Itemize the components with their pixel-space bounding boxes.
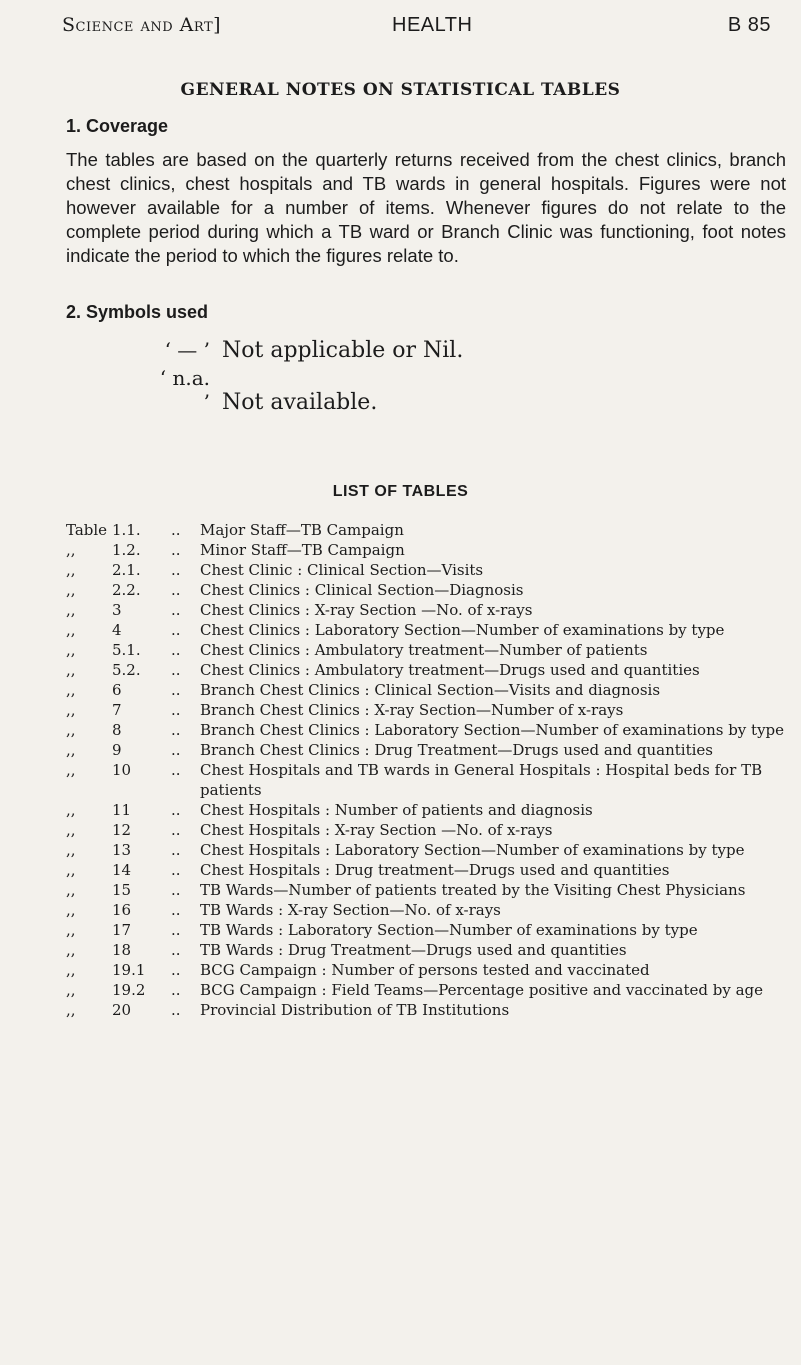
table-list-row (0, 740, 801, 760)
leader-dots: .. (171, 581, 181, 599)
leader-dots: .. (171, 881, 181, 899)
leader-dots: .. (171, 521, 181, 539)
table-ref: ,, (66, 681, 76, 699)
table-description: Chest Clinics : Ambulatory treatment—Number of patients (200, 641, 648, 659)
table-ref: ,, (66, 841, 76, 859)
table-number: 16 (112, 901, 132, 919)
table-list-row (0, 980, 801, 1000)
symbol-row (152, 338, 463, 363)
table-description: TB Wards : X-ray Section—No. of x-rays (200, 901, 501, 919)
table-number: 13 (112, 841, 132, 859)
table-list-row (0, 1000, 801, 1020)
table-ref: ,, (66, 881, 76, 899)
table-number: 17 (112, 921, 132, 939)
table-list-row (0, 960, 801, 980)
table-list-row (0, 820, 801, 840)
table-number: 14 (112, 861, 132, 879)
table-list-row (0, 860, 801, 880)
symbol-glyph: ‘ n.a. ’ (159, 366, 210, 414)
table-number: 1.1. (112, 521, 141, 539)
leader-dots: .. (171, 961, 181, 979)
table-ref: ,, (66, 621, 76, 639)
table-description: Chest Clinics : Ambulatory treatment—Drugs used and quantities (200, 661, 700, 679)
table-list-row (0, 540, 801, 560)
header-title: HEALTH (392, 14, 473, 36)
table-list-row (0, 920, 801, 940)
table-description: Chest Clinics : Clinical Section—Diagnosis (200, 581, 524, 599)
leader-dots: .. (171, 721, 181, 739)
leader-dots: .. (171, 941, 181, 959)
table-description: Minor Staff—TB Campaign (200, 541, 405, 559)
table-ref: ,, (66, 641, 76, 659)
table-ref: ,, (66, 661, 76, 679)
table-list-row (0, 680, 801, 700)
coverage-heading: 1. Coverage (66, 116, 169, 136)
table-list-row (0, 700, 801, 720)
table-list-row (0, 560, 801, 580)
leader-dots: .. (171, 901, 181, 919)
page-number: B 85 (727, 14, 771, 36)
table-list-row (0, 760, 801, 800)
table-ref: ,, (66, 541, 76, 559)
leader-dots: .. (171, 981, 181, 999)
table-list-row (0, 620, 801, 640)
table-number: 20 (112, 1001, 132, 1019)
table-number: 1.2. (112, 541, 141, 559)
table-description: Branch Chest Clinics : Drug Treatment—Drugs used and quantities (200, 741, 713, 759)
table-ref: ,, (66, 1001, 76, 1019)
symbols-heading: 2. Symbols used (66, 302, 209, 322)
table-list-row (0, 940, 801, 960)
table-number: 19.1 (112, 961, 146, 979)
table-number: 7 (112, 701, 122, 719)
table-description: Major Staff—TB Campaign (200, 521, 404, 539)
table-number: 5.2. (112, 661, 141, 679)
table-ref: ,, (66, 961, 76, 979)
table-ref: ,, (66, 721, 76, 739)
table-description: Chest Hospitals : Drug treatment—Drugs used and quantities (200, 861, 670, 879)
table-number: 19.2 (112, 981, 146, 999)
table-description: Chest Hospitals : Number of patients and diagnosis (200, 801, 593, 819)
header-section: Science and Art] (62, 14, 222, 36)
table-ref: ,, (66, 821, 76, 839)
table-number: 18 (112, 941, 132, 959)
table-description: Provincial Distribution of TB Institutions (200, 1001, 510, 1019)
symbol-row (152, 366, 377, 415)
table-ref: ,, (66, 981, 76, 999)
symbol-glyph: ‘ — ’ (164, 338, 210, 362)
table-list-row (0, 840, 801, 860)
page-title: GENERAL NOTES ON STATISTICAL TABLES (180, 80, 621, 100)
leader-dots: .. (171, 661, 181, 679)
table-ref: ,, (66, 561, 76, 579)
table-ref: ,, (66, 861, 76, 879)
table-number: 9 (112, 741, 122, 759)
leader-dots: .. (171, 1001, 181, 1019)
table-description: Branch Chest Clinics : X-ray Section—Number of x-rays (200, 701, 624, 719)
table-description: Chest Hospitals : X-ray Section —No. of x-rays (200, 821, 553, 839)
leader-dots: .. (171, 861, 181, 879)
table-description: Chest Clinic : Clinical Section—Visits (200, 561, 484, 579)
table-number: 11 (112, 801, 132, 819)
symbol-meaning: Not available. (222, 390, 378, 415)
table-list-row (0, 640, 801, 660)
table-description: BCG Campaign : Field Teams—Percentage positive and vaccinated by age (200, 981, 764, 999)
table-description: TB Wards—Number of patients treated by the Visiting Chest Physicians (200, 881, 746, 899)
leader-dots: .. (171, 681, 181, 699)
table-number: 3 (112, 601, 122, 619)
leader-dots: .. (171, 601, 181, 619)
table-list-row (0, 720, 801, 740)
leader-dots: .. (171, 821, 181, 839)
leader-dots: .. (171, 921, 181, 939)
list-of-tables-title: LIST OF TABLES (332, 483, 469, 500)
table-number: 12 (112, 821, 132, 839)
table-ref: ,, (66, 601, 76, 619)
table-ref: ,, (66, 741, 76, 759)
table-list-row (0, 520, 801, 540)
coverage-paragraph: The tables are based on the quarterly returns received from the chest clinics, branch chest clinics, chest hospitals and TB wards in general hospitals. Figures were not however available for a number of items. Whenever figures do not relate to the complete period during which a TB ward or Branch Clinic was functioning, foot notes indicate the period to which the figures relate to. (66, 149, 786, 266)
table-list-row (0, 660, 801, 680)
leader-dots: .. (171, 741, 181, 759)
table-ref: ,, (66, 941, 76, 959)
table-ref: ,, (66, 921, 76, 939)
table-description: TB Wards : Laboratory Section—Number of examinations by type (200, 921, 698, 939)
table-list-row (0, 880, 801, 900)
table-ref: Table (66, 521, 108, 539)
table-number: 4 (112, 621, 122, 639)
table-description: Chest Clinics : Laboratory Section—Number of examinations by type (200, 621, 725, 639)
table-list-row (0, 800, 801, 820)
table-ref: ,, (66, 701, 76, 719)
table-number: 10 (112, 761, 132, 779)
list-of-tables (0, 520, 801, 1020)
table-description: Branch Chest Clinics : Clinical Section—Visits and diagnosis (200, 681, 661, 699)
leader-dots: .. (171, 621, 181, 639)
leader-dots: .. (171, 841, 181, 859)
table-description: Chest Hospitals : Laboratory Section—Number of examinations by type (200, 841, 745, 859)
table-description: Branch Chest Clinics : Laboratory Section—Number of examinations by type (200, 721, 785, 739)
table-ref: ,, (66, 901, 76, 919)
leader-dots: .. (171, 641, 181, 659)
leader-dots: .. (171, 701, 181, 719)
table-list-row (0, 900, 801, 920)
table-list-row (0, 600, 801, 620)
table-description: TB Wards : Drug Treatment—Drugs used and quantities (200, 941, 627, 959)
table-ref: ,, (66, 801, 76, 819)
table-number: 2.2. (112, 581, 141, 599)
table-ref: ,, (66, 581, 76, 599)
table-number: 5.1. (112, 641, 141, 659)
table-number: 2.1. (112, 561, 141, 579)
leader-dots: .. (171, 541, 181, 559)
table-description: Chest Clinics : X-ray Section —No. of x-rays (200, 601, 533, 619)
table-number: 6 (112, 681, 122, 699)
table-number: 15 (112, 881, 132, 899)
leader-dots: .. (171, 761, 181, 779)
leader-dots: .. (171, 801, 181, 819)
table-ref: ,, (66, 761, 76, 779)
symbol-meaning: Not applicable or Nil. (222, 338, 464, 363)
leader-dots: .. (171, 561, 181, 579)
table-list-row (0, 580, 801, 600)
table-number: 8 (112, 721, 122, 739)
page-header (62, 14, 771, 42)
table-description: BCG Campaign : Number of persons tested and vaccinated (200, 961, 650, 979)
table-description: Chest Hospitals and TB wards in General Hospitals : Hospital beds for TB patients (200, 761, 763, 799)
